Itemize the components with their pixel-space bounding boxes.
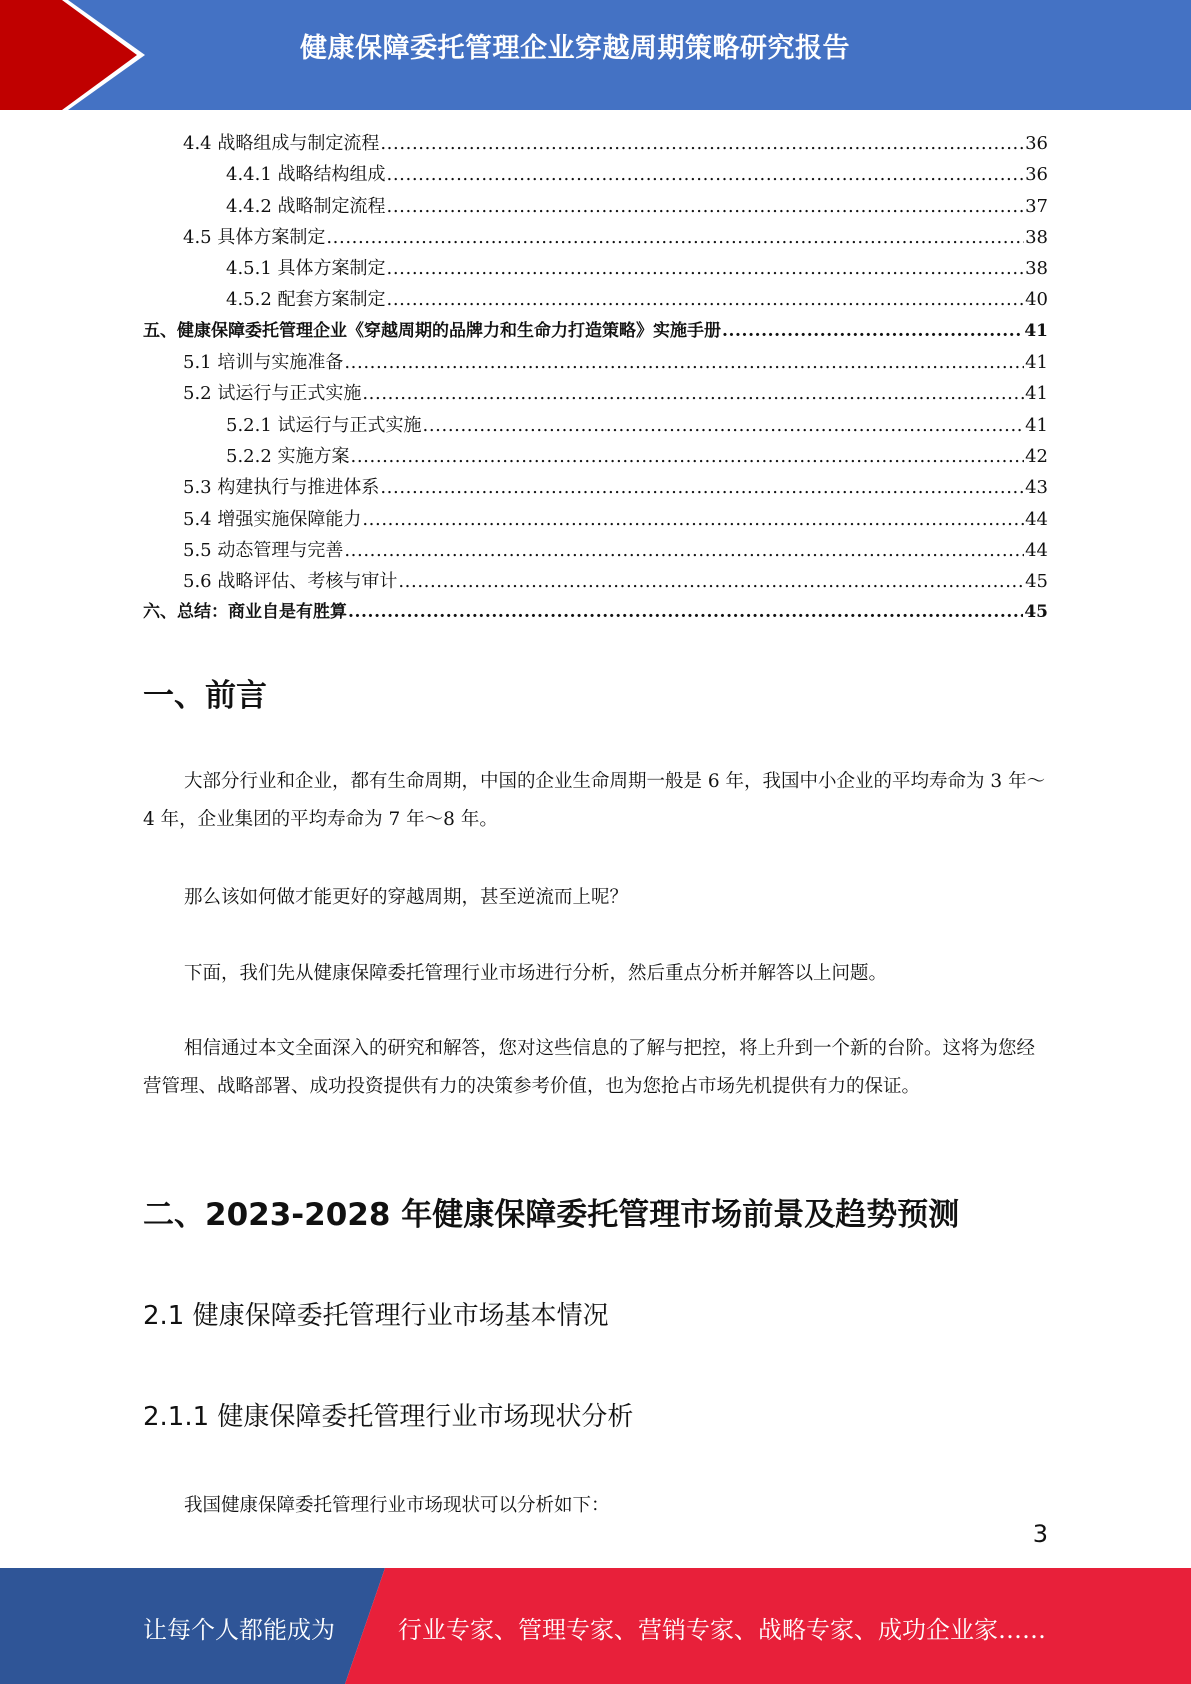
toc-entry-title: 5.5 动态管理与完善 [183, 539, 344, 561]
toc-entry-title: 4.5.1 具体方案制定 [226, 258, 386, 280]
toc-dot-leader [387, 253, 1025, 284]
toc-entry-page: 38 [1025, 258, 1048, 280]
table-of-contents [143, 128, 1048, 629]
page-footer [0, 1568, 1191, 1684]
toc-entry-page: 40 [1025, 289, 1048, 311]
section-2-1-heading: 2.1 健康保障委托管理行业市场基本情况 [143, 1301, 609, 1331]
toc-entry-title: 4.4 战略组成与制定流程 [183, 133, 380, 154]
toc-entry-title: 5.2.2 实施方案 [226, 445, 350, 467]
toc-entry[interactable] [143, 159, 1048, 190]
toc-entry[interactable] [143, 378, 1048, 409]
toc-entry-title: 五、健康保障委托管理企业《穿越周期的品牌力和生命力打造策略》实施手册 [143, 320, 721, 341]
toc-entry-title: 4.4.1 战略结构组成 [226, 164, 386, 186]
preface-paragraph-3: 下面，我们先从健康保障委托管理行业市场进行分析，然后重点分析并解答以上问题。 [184, 963, 888, 984]
toc-entry-title: 4.4.2 战略制定流程 [226, 195, 386, 217]
toc-dot-leader [362, 504, 1024, 535]
toc-dot-leader [380, 472, 1024, 503]
toc-entry[interactable] [143, 222, 1048, 253]
toc-entry-page: 45 [1025, 571, 1048, 593]
toc-entry-page: 36 [1025, 164, 1048, 186]
toc-dot-leader [387, 191, 1025, 222]
toc-dot-leader [348, 597, 1023, 628]
header-chevron-icon [0, 0, 160, 110]
toc-entry-page: 42 [1025, 445, 1048, 467]
toc-dot-leader [380, 128, 1024, 159]
toc-entry-page: 37 [1025, 195, 1048, 217]
toc-entry[interactable] [143, 410, 1048, 441]
toc-entry[interactable] [143, 284, 1048, 315]
toc-entry[interactable] [143, 347, 1048, 378]
section-2-1-1-heading: 2.1.1 健康保障委托管理行业市场现状分析 [143, 1402, 634, 1432]
toc-entry-title: 5.4 增强实施保障能力 [183, 508, 362, 530]
toc-dot-leader [362, 378, 1024, 409]
toc-dot-leader [344, 347, 1024, 378]
market-status-paragraph: 我国健康保障委托管理行业市场现状可以分析如下： [184, 1495, 610, 1516]
toc-entry-page: 41 [1025, 383, 1048, 405]
toc-entry-page: 38 [1025, 226, 1048, 248]
toc-entry[interactable] [143, 316, 1048, 347]
toc-entry-title: 5.2 试运行与正式实施 [183, 383, 362, 405]
toc-entry-page: 41 [1025, 414, 1048, 436]
toc-entry-title: 5.3 构建执行与推进体系 [183, 477, 380, 499]
report-title: 健康保障委托管理企业穿越周期策略研究报告 [300, 33, 850, 64]
toc-entry[interactable] [143, 472, 1048, 503]
footer-slogan-right: 行业专家、管理专家、营销专家、战略专家、成功企业家…… [398, 1616, 1046, 1644]
forecast-heading: 二、2023-2028 年健康保障委托管理市场前景及趋势预测 [143, 1197, 960, 1233]
page-number: 3 [1032, 1520, 1048, 1548]
toc-entry-page: 41 [1025, 352, 1048, 374]
toc-dot-leader [351, 441, 1025, 472]
toc-entry[interactable] [143, 191, 1048, 222]
toc-dot-leader [387, 159, 1025, 190]
toc-entry-title: 5.6 战略评估、考核与审计 [183, 571, 398, 593]
toc-entry-title: 六、总结：商业自是有胜算 [143, 602, 347, 623]
preface-heading: 一、前言 [143, 678, 267, 714]
toc-entry-page: 41 [1024, 320, 1048, 341]
toc-entry[interactable] [143, 535, 1048, 566]
toc-entry-page: 44 [1025, 508, 1048, 530]
toc-entry[interactable] [143, 128, 1048, 159]
toc-entry[interactable] [143, 253, 1048, 284]
toc-entry-title: 5.1 培训与实施准备 [183, 352, 344, 374]
toc-dot-leader [326, 222, 1024, 253]
preface-paragraph-1: 大部分行业和企业，都有生命周期，中国的企业生命周期一般是 6 年，我国中小企业的平均寿命为 3 年～4 年，企业集团的平均寿命为 7 年～8 年。 [143, 771, 1046, 830]
toc-entry-title: 5.2.1 试运行与正式实施 [226, 414, 422, 436]
toc-entry-title: 4.5.2 配套方案制定 [226, 289, 386, 311]
page-header [0, 0, 1191, 110]
toc-entry-page: 44 [1025, 539, 1048, 561]
toc-entry-page: 36 [1025, 133, 1048, 154]
toc-dot-leader [722, 316, 1023, 347]
toc-dot-leader [387, 284, 1025, 315]
toc-entry[interactable] [143, 597, 1048, 628]
toc-dot-leader [398, 566, 1024, 597]
preface-paragraph-4: 相信通过本文全面深入的研究和解答，您对这些信息的了解与把控，将上升到一个新的台阶。这将为您经营管理、战略部署、成功投资提供有力的决策参考价值，也为您抢占市场先机提供有力的保证。 [143, 1038, 1036, 1097]
toc-entry[interactable] [143, 566, 1048, 597]
toc-entry[interactable] [143, 504, 1048, 535]
footer-slogan-left: 让每个人都能成为 [143, 1616, 335, 1644]
toc-entry-page: 45 [1024, 602, 1048, 623]
toc-dot-leader [423, 410, 1025, 441]
toc-entry[interactable] [143, 441, 1048, 472]
toc-entry-page: 43 [1025, 477, 1048, 499]
toc-entry-title: 4.5 具体方案制定 [183, 226, 326, 248]
preface-paragraph-2: 那么该如何做才能更好的穿越周期，甚至逆流而上呢？ [184, 887, 629, 908]
toc-dot-leader [344, 535, 1024, 566]
